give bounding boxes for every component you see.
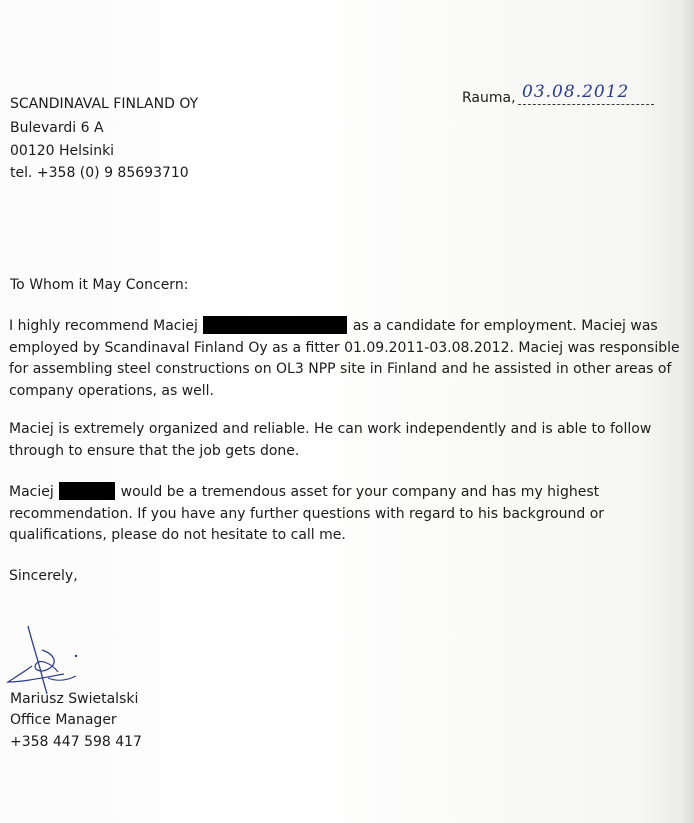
sender-company: SCANDINAVAL FINLAND OY [10,96,199,112]
signer-name: Mariusz Swietalski [10,691,139,707]
salutation: To Whom it May Concern: [10,277,189,293]
redaction-bar [59,482,115,500]
paragraph-1-start: I highly recommend Maciej [9,318,198,334]
date-underline [518,104,654,105]
paragraph-3-start: Maciej [9,484,54,500]
sender-street: Bulevardi 6 A [10,120,104,136]
redaction-bar [203,316,347,334]
handwritten-date: 03.08.2012 [522,82,630,102]
sender-phone: tel. +358 (0) 9 85693710 [10,165,189,181]
sender-postal: 00120 Helsinki [10,143,115,159]
paragraph-3 [9,482,691,547]
paragraph-3-rest: would be a tremendous asset for your company and has my highest recommendation. If you have any further questions with regard to his background or qualifications, please do not hesitate to call me. [9,484,605,543]
paragraph-1-rest: as a candidate for employment. Maciej was employed by Scandinaval Finland Oy as a fitter 01.09.2011-03.08.2012. Maciej was responsible for assembling steel constructions on OL3 NPP site in Finland and he assisted in other areas of company operations, as well. [9,318,680,399]
page-edge-shadow [680,0,694,823]
signer-phone: +358 447 598 417 [10,734,142,750]
date-place: Rauma, [462,90,516,106]
handwritten-signature [2,620,112,700]
signer-title: Office Manager [10,712,117,728]
paragraph-1 [9,316,691,402]
closing: Sincerely, [9,568,78,584]
date-block [462,82,662,108]
paragraph-2: Maciej is extremely organized and reliable. He can work independently and is able to follow through to ensure that the job gets done. [9,421,652,459]
